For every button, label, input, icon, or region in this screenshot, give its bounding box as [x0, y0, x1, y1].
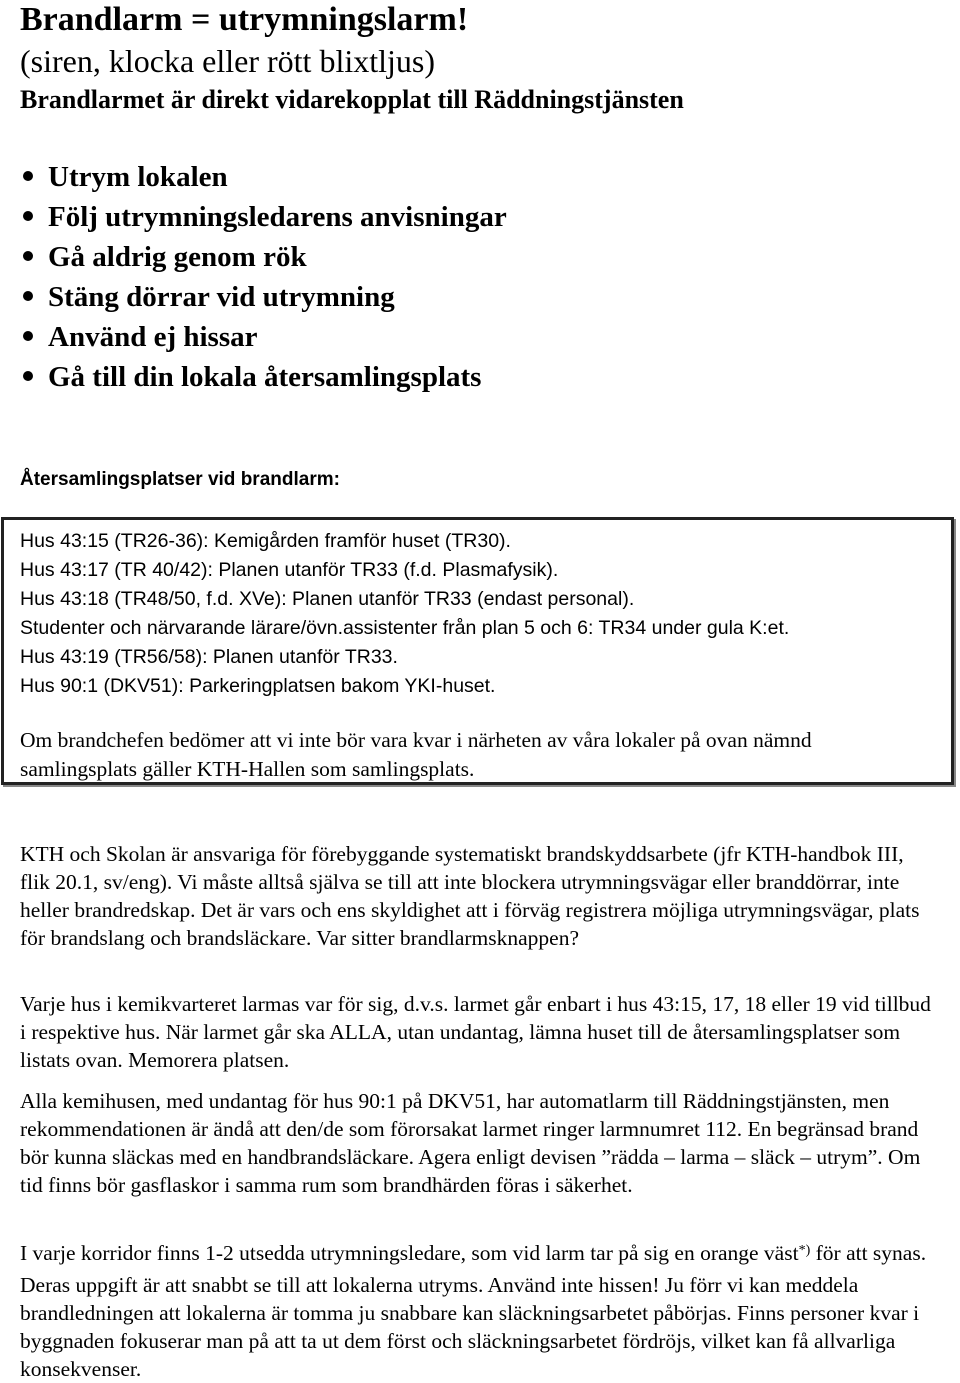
assembly-list	[20, 527, 789, 701]
instruction-text: Stäng dörrar vid utrymning	[48, 281, 395, 313]
paragraph-text: I varje korridor finns 1-2 utsedda utrymningsledare, som vid larm tar på sig en orange väst	[20, 1241, 799, 1265]
list-item	[20, 317, 507, 357]
bullet-icon	[23, 291, 33, 301]
page-heading-line: Brandlarmet är direkt vidarekopplat till Räddningstjänsten	[20, 85, 684, 114]
instruction-list	[20, 157, 507, 397]
list-item	[20, 157, 507, 197]
list-item	[20, 237, 507, 277]
assembly-line: Hus 90:1 (DKV51): Parkeringplatsen bakom YKI-huset.	[20, 675, 496, 697]
paragraph-responsibility: KTH och Skolan är ansvariga för förebyggande systematiskt brandskyddsarbete (jfr KTH-handbok III, flik 20.1, sv/eng). Vi måste alltså själva se till att inte blockera utrymningsvägar eller branddörrar, inte heller brandredskap. Det är vars och ens skyldighet att i förväg registrera möjliga utrymningsvägar, plats för brandslang och brandsläckare. Var sitter brandlarmsknappen?	[20, 842, 920, 950]
bullet-icon	[23, 171, 33, 181]
instruction-text: Använd ej hissar	[48, 321, 258, 353]
bullet-icon	[23, 331, 33, 341]
bullet-icon	[23, 371, 33, 381]
instruction-text: Följ utrymningsledarens anvisningar	[48, 201, 507, 233]
paragraph-automatic-alarm: Alla kemihusen, med undantag för hus 90:1 på DKV51, har automatlarm till Räddningstjänsten, men rekommendationen är ändå att den/de som förorsakat larmet ringer larmnumret 112. En begränsad brand bör kunna släckas med en handbrandsläckare. Agera enligt devisen ”rädda – larma – släck – utrym”. Om tid finns bör gasflaskor i samma rum som brandhärden föras i säkerhet.	[20, 1089, 921, 1197]
paragraph-text: för att synas. Deras uppgift är att snabbt se till att lokalerna utryms. Använd inte hissen! Ju förr vi kan meddela brandledningen att lokalerna är tomma ju snabbare kan släckningsarbetet påbörjas. Finns personer kvar i byggnaden fokuserar man på att ta ut dem först och släckningsarbetet fördröjs, vilket kan få allvarliga konsekvenser.	[20, 1241, 927, 1381]
assembly-line: Hus 43:15 (TR26-36): Kemigården framför huset (TR30).	[20, 530, 511, 552]
page-title: Brandlarm = utrymningslarm!	[20, 1, 469, 38]
instruction-text: Gå till din lokala återsamlingsplats	[48, 361, 482, 393]
list-item	[20, 197, 507, 237]
assembly-line: Studenter och närvarande lärare/övn.assistenter från plan 5 och 6: TR34 under gula K:et.	[20, 617, 790, 639]
paragraph-alarm-zones: Varje hus i kemikvarteret larmas var för sig, d.v.s. larmet går enbart i hus 43:15, 17, 18 eller 19 vid tillbud i respektive hus. När larmet går ska ALLA, utan undantag, lämna huset till de återsamlingsplatser som listats ovan. Memorera platsen.	[20, 992, 931, 1072]
assembly-line: Hus 43:18 (TR48/50, f.d. XVe): Planen utanför TR33 (endast personal).	[20, 588, 635, 610]
list-item	[20, 277, 507, 317]
assembly-heading: Återsamlingsplatser vid brandlarm:	[20, 469, 340, 490]
page-subtitle: (siren, klocka eller rött blixtljus)	[20, 43, 435, 79]
bullet-icon	[23, 211, 33, 221]
assembly-note: Om brandchefen bedömer att vi inte bör vara kvar i närheten av våra lokaler på ovan nämnd samlingsplats gäller KTH-Hallen som samlingsplats.	[20, 728, 812, 781]
assembly-line: Hus 43:17 (TR 40/42): Planen utanför TR33 (f.d. Plasmafysik).	[20, 559, 559, 581]
list-item	[20, 357, 507, 397]
instruction-text: Gå aldrig genom rök	[48, 241, 307, 273]
instruction-text: Utrym lokalen	[48, 161, 228, 193]
paragraph-evacuation-leaders	[20, 1239, 932, 1383]
assembly-line: Hus 43:19 (TR56/58): Planen utanför TR33.	[20, 646, 398, 668]
bullet-icon	[23, 251, 33, 261]
footnote-marker: *)	[798, 1243, 811, 1258]
